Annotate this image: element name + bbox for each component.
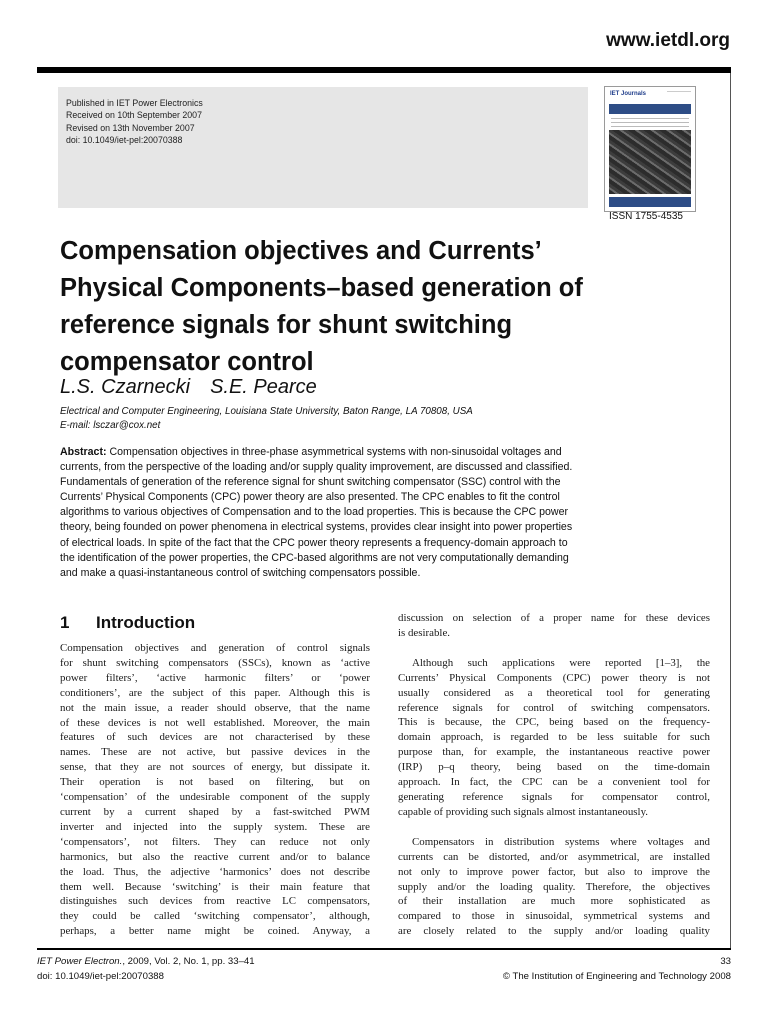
abstract-line: currents, from the perspective of the loading and/or supply quality improvement, are discussed and classified. [60, 461, 573, 474]
section-title: Introduction [96, 613, 196, 632]
body-text-line: names. These are not active, but passive devices in the [60, 746, 370, 759]
bottom-rule [37, 948, 731, 950]
body-text-line: of these devices is not well established. Moreover, the main [60, 716, 370, 729]
body-text-line: Currents’ Physical Components (CPC) power theory is not [398, 671, 710, 684]
body-text-line: domain approach, is regarded to be less suitable for such [398, 731, 710, 744]
right-column-body [398, 611, 710, 939]
paragraph [398, 656, 710, 820]
cover-detail [667, 91, 691, 100]
body-text-line: supply and/or the loading quality. Therefore, the objectives [398, 880, 710, 893]
body-text-line: they could be called ‘switching compensator’, although, [60, 910, 370, 923]
body-text-line: are closely related to the supply and/or loading quality [398, 925, 710, 938]
body-text-line: current by a current shaped by a fast-switched PWM [60, 805, 370, 818]
body-text-line: purpose than, for example, the instantaneous reactive power [398, 746, 710, 759]
abstract-first-line: Compensation objectives in three-phase asymmetrical systems with non-sinusoidal voltages and [106, 446, 562, 458]
body-text-line: harmonics, but also the reactive current and/or to balance [60, 850, 370, 863]
footer-doi: doi: 10.1049/iet-pel:20070388 [37, 971, 164, 982]
paragraph [398, 835, 710, 939]
title-line: reference signals for shunt switching [60, 311, 513, 339]
abstract-line: and make a quasi-instantaneous control of switching compensators possible. [60, 566, 421, 579]
body-text-line: currents can be distorted, and/or asymmetrical, are installed [398, 850, 710, 863]
body-text-line: not the main issue, a reader should observe, that the name [60, 701, 370, 714]
top-rule [37, 67, 731, 73]
email-text: E-mail: lsczar@cox.net [60, 419, 161, 431]
body-text-line: This is because, the CPC, being based on the frequency- [398, 716, 710, 729]
body-text-line: ‘compensation’ of the undesirable component of the supply [60, 791, 370, 804]
abstract-label: Abstract: [60, 446, 107, 458]
page-number: 33 [720, 956, 731, 967]
section-number: 1 [60, 613, 70, 632]
footer-copyright: © The Institution of Engineering and Technology 2008 [502, 971, 731, 982]
body-text-line: of their installation are much more sophisticated as [398, 895, 710, 908]
body-text-line: (IRP) p–q theory, being based on the time-domain [398, 761, 710, 774]
body-text-line: the load. Thus, the adjective ‘harmonics’ does not describe [60, 865, 370, 878]
body-text-line: Compensators in distribution systems where voltages and [412, 835, 710, 848]
body-text-line: Compensation objectives and generation of control signals [60, 642, 370, 654]
body-text-line: compared to those in sinusoidal, symmetrical systems and [398, 910, 710, 923]
journal-cover-image [604, 86, 696, 212]
title-line: compensator control [60, 348, 314, 376]
body-text-line: features of such devices are not characterised by these [60, 731, 370, 744]
abstract-line: of electrical loads. In spite of the fact that the CPC power theory represents a frequency-domain approach to [60, 536, 568, 549]
abstract-line: Currents’ Physical Components (CPC) power theory are also presented. The CPC enables to fit the control [60, 491, 560, 504]
abstract [60, 445, 710, 581]
body-text-line: Their operation is not based on filtering, but on [60, 776, 370, 789]
cover-photo [609, 130, 691, 194]
revised-date-text: Revised on 13th November 2007 [66, 122, 195, 133]
body-text-line: discussion on selection of a proper name for these devices [398, 612, 710, 624]
body-text-line: is desirable. [398, 626, 451, 639]
body-text-line: for shunt switching compensators (SSCs), known as ‘active [60, 656, 370, 669]
cover-title-band [609, 104, 691, 114]
cover-footer-band [609, 197, 691, 207]
article-title [60, 233, 700, 381]
author-name: L.S. Czarnecki [60, 376, 191, 398]
body-text-line: Although such applications were reported [1–3], the [412, 656, 710, 669]
published-in-text: Published in IET Power Electronics [66, 98, 203, 108]
footer-volume: , 2009, Vol. 2, No. 1, pp. 33–41 [122, 956, 255, 967]
body-text-line: power filters’, ‘active harmonic filters’ or ‘power [60, 671, 370, 684]
footer-journal: IET Power Electron. [37, 956, 123, 967]
body-text-line: generating reference signals for compensator control, [398, 790, 710, 803]
title-line: Physical Components–based generation of [60, 274, 583, 302]
site-url-link[interactable]: www.ietdl.org [606, 30, 730, 51]
body-text-line: conditioners’, are the subject of this paper. Although this is [60, 686, 370, 699]
issn-label: ISSN 1755-4535 [609, 211, 683, 222]
body-text-line: them well. Because ‘switching’ is their main feature that [60, 880, 370, 893]
body-text-line: not only to improve power factor, but also to improve the [398, 865, 710, 878]
section-heading [60, 613, 195, 633]
affiliation-text: Electrical and Computer Engineering, Louisiana State University, Baton Range, LA 70808, USA [60, 406, 473, 417]
body-text-line: approach. In fact, the CPC can be a convenient tool for [398, 776, 710, 789]
abstract-line: the identification of the power properties, the CPC-based algorithms are not very computationally demanding [60, 551, 569, 564]
right-frame-line [730, 73, 731, 948]
left-column-body [60, 641, 370, 939]
body-text-line: capable of providing such signals almost instantaneously. [398, 805, 649, 818]
paragraph [398, 611, 710, 641]
publication-info-box [58, 87, 588, 208]
footer-citation [37, 955, 255, 970]
paragraph [60, 641, 370, 939]
body-text-line: sense, that they are not sources of energy, but dissipate it. [60, 761, 370, 774]
received-date-text: Received on 10th September 2007 [66, 110, 202, 121]
body-text-line: perhaps, a better name might be coined. Anyway, a [60, 925, 370, 938]
body-text-line: ‘compensators’, not filters. They can reduce not only [60, 835, 370, 848]
doi-text: doi: 10.1049/iet-pel:20070388 [66, 134, 183, 145]
abstract-line: algorithms to various objectives of Compensation and to the load properties. This is because the CPC power [60, 506, 568, 519]
abstract-line: theory, being founded on power phenomena in electrical systems, provides clear insight into power properties [60, 521, 573, 534]
body-text-line: usually considered as a theoretical tool for generating [398, 686, 710, 699]
cover-logo: IET Journals [610, 91, 647, 97]
cover-text-lines [611, 118, 689, 130]
body-text-line: distinguishes such devices from reactive LC compensators, [60, 895, 370, 908]
abstract-line: Fundamentals of generation of the reference signal for shunt switching compensator (SSC) control with the [60, 476, 561, 489]
author-list [60, 376, 317, 399]
body-text-line: reference signals for control of switching compensators. [398, 701, 710, 714]
title-line: Compensation objectives and Currents’ [60, 237, 542, 265]
abstract-line [60, 445, 710, 460]
author-name: S.E. Pearce [210, 376, 317, 398]
author-affiliation [60, 405, 473, 432]
body-text-line: inverter and injected into the supply system. These are [60, 820, 370, 833]
page-footer [37, 955, 731, 985]
